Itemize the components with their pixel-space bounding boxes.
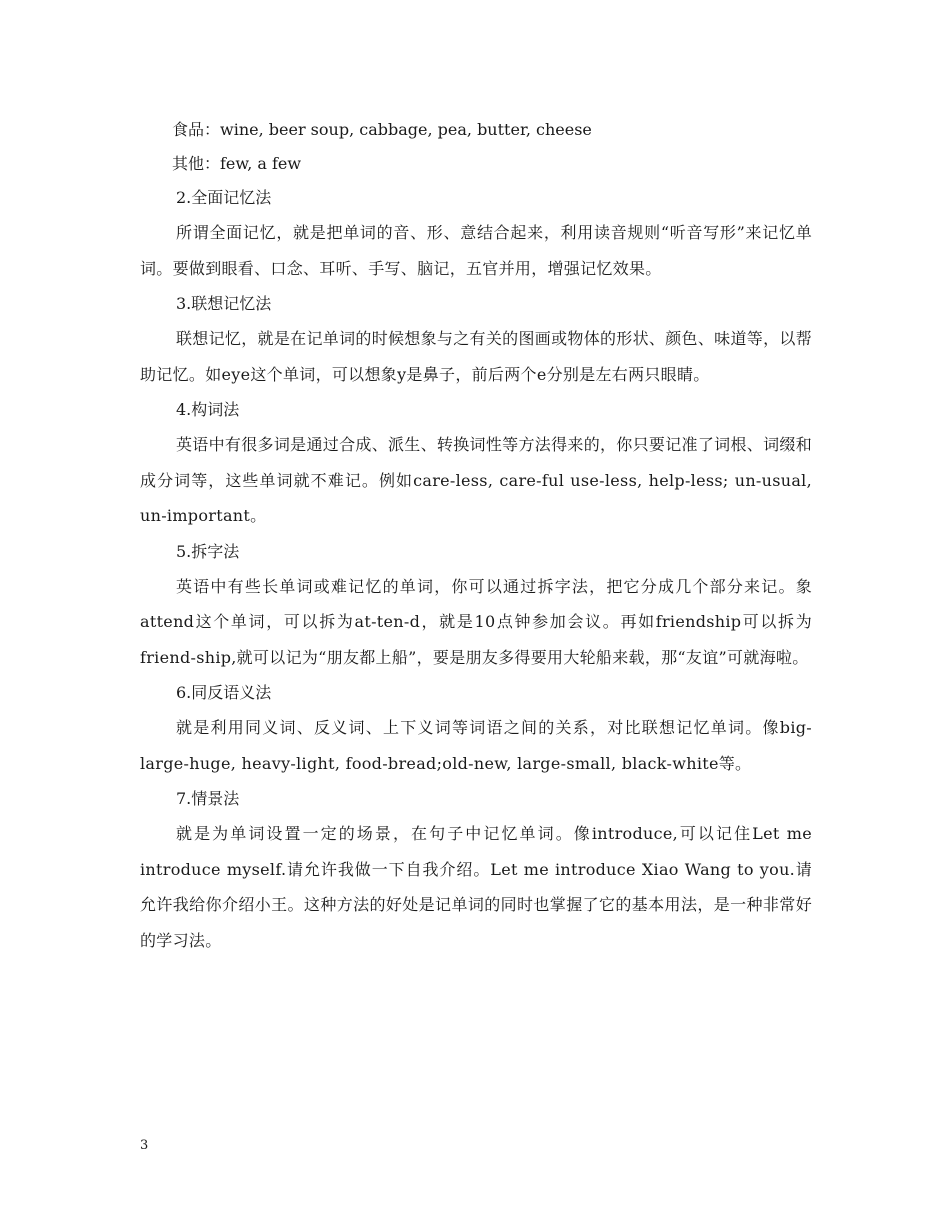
section-body-5: 英语中有些长单词或难记忆的单词，你可以通过拆字法，把它分成几个部分来记。象attend这个单词，可以拆为at-ten-d，就是10点钟参加会议。再如friendship可以拆为friend-ship,就可以记为“朋友都上船”，要是朋友多得要用大轮船来载，那“友谊”可就海啦。 bbox=[140, 576, 812, 667]
section-body-7: 就是为单词设置一定的场景，在句子中记忆单词。像introduce,可以记住Let me introduce myself.请允许我做一下自我介绍。Let me introduce Xiao Wang to you.请允许我给你介绍小王。这种方法的好处是记单词的同时也掌握了它的基本用法，是一种非常好的学习法。 bbox=[140, 824, 812, 950]
section-body-3: 联想记忆，就是在记单词的时候想象与之有关的图画或物体的形状、颜色、味道等，以帮助记忆。如eye这个单词，可以想象y是鼻子，前后两个e分别是左右两只眼睛。 bbox=[140, 329, 812, 384]
section-heading-5: 5.拆字法 bbox=[176, 541, 240, 561]
other-line: 其他：few, a few bbox=[172, 153, 302, 173]
section-body-6: 就是利用同义词、反义词、上下义词等词语之间的关系，对比联想记忆单词。像big-large-huge, heavy-light, food-bread;old-new, large-small, black-white等。 bbox=[140, 718, 812, 773]
page-content bbox=[140, 113, 812, 958]
section-heading-4: 4.构词法 bbox=[176, 400, 240, 419]
section-body-4: 英语中有很多词是通过合成、派生、转换词性等方法得来的，你只要记准了词根、词缀和成分词等，这些单词就不难记。例如care-less, care-ful use-less, help-less; un-usual, un-important。 bbox=[140, 435, 812, 525]
section-heading-3: 3.联想记忆法 bbox=[176, 294, 272, 313]
section-heading-7: 7.情景法 bbox=[176, 789, 240, 808]
food-line: 食品：wine, beer soup, cabbage, pea, butter, cheese bbox=[172, 120, 592, 139]
section-heading-2: 2.全面记忆法 bbox=[176, 188, 272, 207]
page-number: 3 bbox=[140, 1138, 149, 1153]
section-body-2: 所谓全面记忆，就是把单词的音、形、意结合起来，利用读音规则“听音写形”来记忆单词。要做到眼看、口念、耳听、手写、脑记，五官并用，增强记忆效果。 bbox=[140, 223, 812, 278]
section-heading-6: 6.同反语义法 bbox=[176, 683, 272, 702]
